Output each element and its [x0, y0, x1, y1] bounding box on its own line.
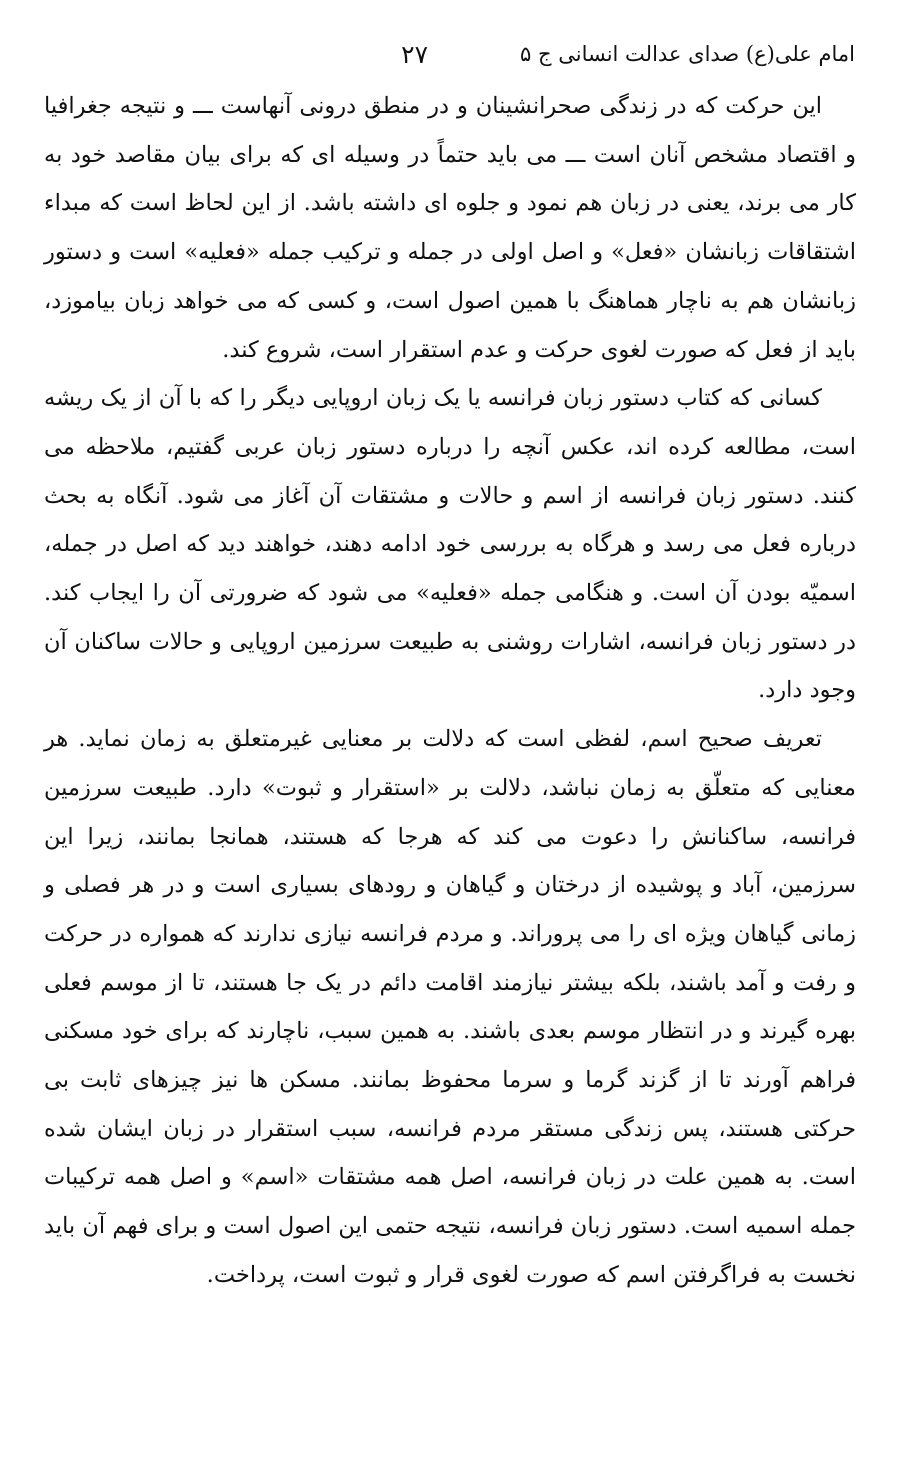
paragraph: تعریف صحیح اسم، لفظی است که دلالت بر معنایی غیرمتعلق به زمان نماید. هر معنایی که متعلّق به زمان نباشد، دلالت بر «استقرار و ثبوت» دارد. طبیعت سرزمین فرانسه، ساکنانش را دعوت می کند که هرجا که هستند، همانجا بمانند، زیرا این سرزمین، آباد و پوشیده از درختان و گیاهان و رودهای بسیاری است و در هر فصلی و زمانی گیاهان ویژه ای را می پروراند. و مردم فرانسه نیازی ندارند که همواره در حرکت و رفت و آمد باشند، بلکه بیشتر نیازمند اقامت دائم در یک جا هستند، تا از موسم فعلی بهره گیرند و در انتظار موسم بعدی باشند. به همین سبب، ناچارند که برای خود مسکنی فراهم آورند تا از گزند گرما و سرما محفوظ بمانند. مسکن ها نیز چیزهای ثابت بی حرکتی هستند، پس زندگی مستقر مردم فرانسه، سبب استقرار در زبان ایشان شده است. به همین علت در زبان فرانسه، اصل همه مشتقات «اسم» و اصل همه ترکیبات جمله اسمیه است. دستور زبان فرانسه، نتیجه حتمی این اصول است و برای فهم آن باید نخست به فراگرفتن اسم که صورت لغوی قرار و ثبوت است، پرداخت. — [44, 726, 856, 1288]
page-header — [40, 34, 855, 74]
body-text — [44, 82, 856, 1300]
paragraph: کسانی که کتاب دستور زبان فرانسه یا یک زبان اروپایی دیگر را که با آن از یک ریشه است، مطالعه کرده اند، عکس آنچه را درباره دستور زبان عربی گفتیم، ملاحظه می کنند. دستور زبان فرانسه از اسم و حالات و مشتقات آن آغاز می شود. آنگاه به بحث درباره فعل می رسد و هرگاه به بررسی خود ادامه دهند، خواهند دید که اصل در جمله، اسمیّه بودن آن است. و هنگامی جمله «فعلیه» می شود که ضرورتی آن را ایجاب کند. در دستور زبان فرانسه، اشارات روشنی به طبیعت سرزمین اروپایی و حالات ساکنان آن وجود دارد. — [44, 385, 856, 704]
page-number: ۲۷ — [401, 39, 429, 69]
paragraph: این حرکت که در زندگی صحرانشینان و در منطق درونی آنهاست ـــ و نتیجه جغرافیا و اقتصاد مشخص آنان است ـــ می باید حتماً در وسیله ای که برای بیان مقاصد خود به کار می برند، یعنی در زبان هم نمود و جلوه ای داشته باشد. از این لحاظ است که مبداء اشتقاقات زبانشان «فعل» و اصل اولی در جمله و ترکیب جمله «فعلیه» است و دستور زبانشان هم به ناچار هماهنگ با همین اصول است، و کسی که می خواهد زبان بیاموزد، باید از فعل که صورت لغوی حرکت و عدم استقرار است، شروع کند. — [44, 93, 856, 363]
book-title: امام علی(ع) صدای عدالت انسانی ج ۵ — [520, 42, 855, 66]
